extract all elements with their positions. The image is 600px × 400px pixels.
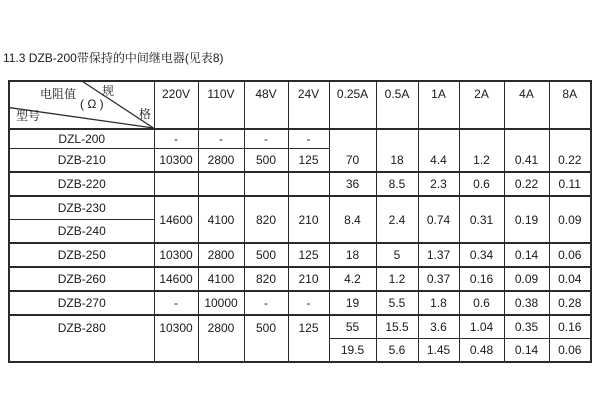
model-cell: DZL-200: [9, 129, 154, 149]
current-cell: 0.14: [504, 243, 549, 267]
current-cell: 1.37: [418, 243, 459, 267]
current-cell: 0.14: [504, 339, 549, 363]
current-cell: 0.48: [459, 339, 504, 363]
resistance-cell: 125: [288, 315, 329, 362]
current-cell: 0.38: [504, 291, 549, 315]
resistance-cell: 500: [244, 149, 288, 173]
col-header-025a: 0.25A: [329, 81, 376, 129]
current-cell: 5: [376, 243, 418, 267]
model-cell: DZB-210: [9, 149, 154, 173]
current-cell: 1.45: [418, 339, 459, 363]
resistance-cell: -: [198, 129, 244, 149]
current-cell: 0.35: [504, 315, 549, 339]
resistance-cell: -: [244, 129, 288, 149]
current-cell: 4.2: [329, 267, 376, 291]
resistance-cell: 14600: [154, 267, 198, 291]
col-header-24v: 24V: [288, 81, 329, 129]
empty-cell: [288, 172, 329, 196]
col-header-48v: 48V: [244, 81, 288, 129]
resistance-cell: 820: [244, 196, 288, 243]
relay-spec-table: [8, 80, 592, 363]
resistance-cell: 2800: [198, 243, 244, 267]
col-header-1a: 1A: [418, 81, 459, 129]
empty-cell: [244, 172, 288, 196]
current-cell: 0.09: [549, 196, 591, 243]
col-header-220v: 220V: [154, 81, 198, 129]
current-cell: 1.8: [418, 291, 459, 315]
current-cell: 0.74: [418, 196, 459, 243]
resistance-cell: 500: [244, 315, 288, 362]
header-row: [9, 81, 591, 129]
col-header-05a: 0.5A: [376, 81, 418, 129]
current-cell: 0.34: [459, 243, 504, 267]
col-header-8a: 8A: [549, 81, 591, 129]
current-cell: 0.6: [459, 172, 504, 196]
empty-cell: [198, 172, 244, 196]
current-cell: 0.6: [459, 291, 504, 315]
current-cell: 0.19: [504, 196, 549, 243]
current-cell: 1.04: [459, 315, 504, 339]
current-cell: 0.37: [418, 267, 459, 291]
table-row-dzl-200: [9, 129, 591, 149]
current-cell: 0.22: [549, 129, 591, 172]
resistance-cell: -: [244, 291, 288, 315]
corner-label-ohm-unit: ( Ω ): [80, 97, 104, 111]
resistance-cell: 10000: [198, 291, 244, 315]
current-cell: 15.5: [376, 315, 418, 339]
current-cell: 0.41: [504, 129, 549, 172]
current-cell: 19: [329, 291, 376, 315]
current-cell: 19.5: [329, 339, 376, 363]
model-cell: DZB-250: [9, 243, 154, 267]
current-cell: 0.28: [549, 291, 591, 315]
corner-label-spec-bottom: 格: [139, 107, 152, 121]
table-row-dzb-280: [9, 315, 591, 339]
table-row-dzb-270: [9, 291, 591, 315]
table-row-dzb-220: [9, 172, 591, 196]
corner-header-cell: [9, 81, 154, 129]
current-cell: 2.4: [376, 196, 418, 243]
current-cell: 2.3: [418, 172, 459, 196]
col-header-4a: 4A: [504, 81, 549, 129]
current-cell: 0.06: [549, 339, 591, 363]
current-cell: 0.11: [549, 172, 591, 196]
corner-label-spec-top: 规: [102, 84, 115, 98]
model-cell: DZB-230: [9, 196, 154, 220]
model-cell: DZB-280: [9, 315, 154, 362]
resistance-cell: 4100: [198, 196, 244, 243]
model-cell: DZB-220: [9, 172, 154, 196]
empty-cell: [154, 172, 198, 196]
model-cell: DZB-240: [9, 220, 154, 244]
corner-label-model: 型号: [16, 109, 41, 123]
resistance-cell: 2800: [198, 149, 244, 173]
current-cell: 8.4: [329, 196, 376, 243]
current-cell: 36: [329, 172, 376, 196]
current-cell: 70: [329, 129, 376, 172]
model-cell: DZB-260: [9, 267, 154, 291]
current-cell: 3.6: [418, 315, 459, 339]
resistance-cell: -: [288, 129, 329, 149]
resistance-cell: -: [288, 291, 329, 315]
current-cell: 0.16: [549, 315, 591, 339]
current-cell: 0.16: [459, 267, 504, 291]
current-cell: 1.2: [459, 129, 504, 172]
current-cell: 0.22: [504, 172, 549, 196]
resistance-cell: 14600: [154, 196, 198, 243]
current-cell: 0.31: [459, 196, 504, 243]
current-cell: 55: [329, 315, 376, 339]
resistance-cell: 4100: [198, 267, 244, 291]
resistance-cell: 10300: [154, 315, 198, 362]
resistance-cell: 125: [288, 149, 329, 173]
resistance-cell: -: [154, 291, 198, 315]
resistance-cell: 500: [244, 243, 288, 267]
table-row-dzb-230: [9, 196, 591, 220]
resistance-cell: 210: [288, 267, 329, 291]
table-row-dzb-260: [9, 267, 591, 291]
resistance-cell: 2800: [198, 315, 244, 362]
current-cell: 8.5: [376, 172, 418, 196]
resistance-cell: 125: [288, 243, 329, 267]
current-cell: 5.6: [376, 339, 418, 363]
current-cell: 0.09: [504, 267, 549, 291]
current-cell: 0.04: [549, 267, 591, 291]
resistance-cell: 10300: [154, 243, 198, 267]
section-title: 11.3 DZB-200带保持的中间继电器(见表8): [3, 51, 224, 65]
resistance-cell: 10300: [154, 149, 198, 173]
corner-label-resistance: 电阻值: [40, 87, 77, 101]
model-cell: DZB-270: [9, 291, 154, 315]
resistance-cell: -: [154, 129, 198, 149]
current-cell: 1.2: [376, 267, 418, 291]
current-cell: 0.06: [549, 243, 591, 267]
current-cell: 5.5: [376, 291, 418, 315]
resistance-cell: 820: [244, 267, 288, 291]
col-header-110v: 110V: [198, 81, 244, 129]
col-header-2a: 2A: [459, 81, 504, 129]
current-cell: 4.4: [418, 129, 459, 172]
resistance-cell: 210: [288, 196, 329, 243]
current-cell: 18: [329, 243, 376, 267]
current-cell: 18: [376, 129, 418, 172]
table-row-dzb-250: [9, 243, 591, 267]
